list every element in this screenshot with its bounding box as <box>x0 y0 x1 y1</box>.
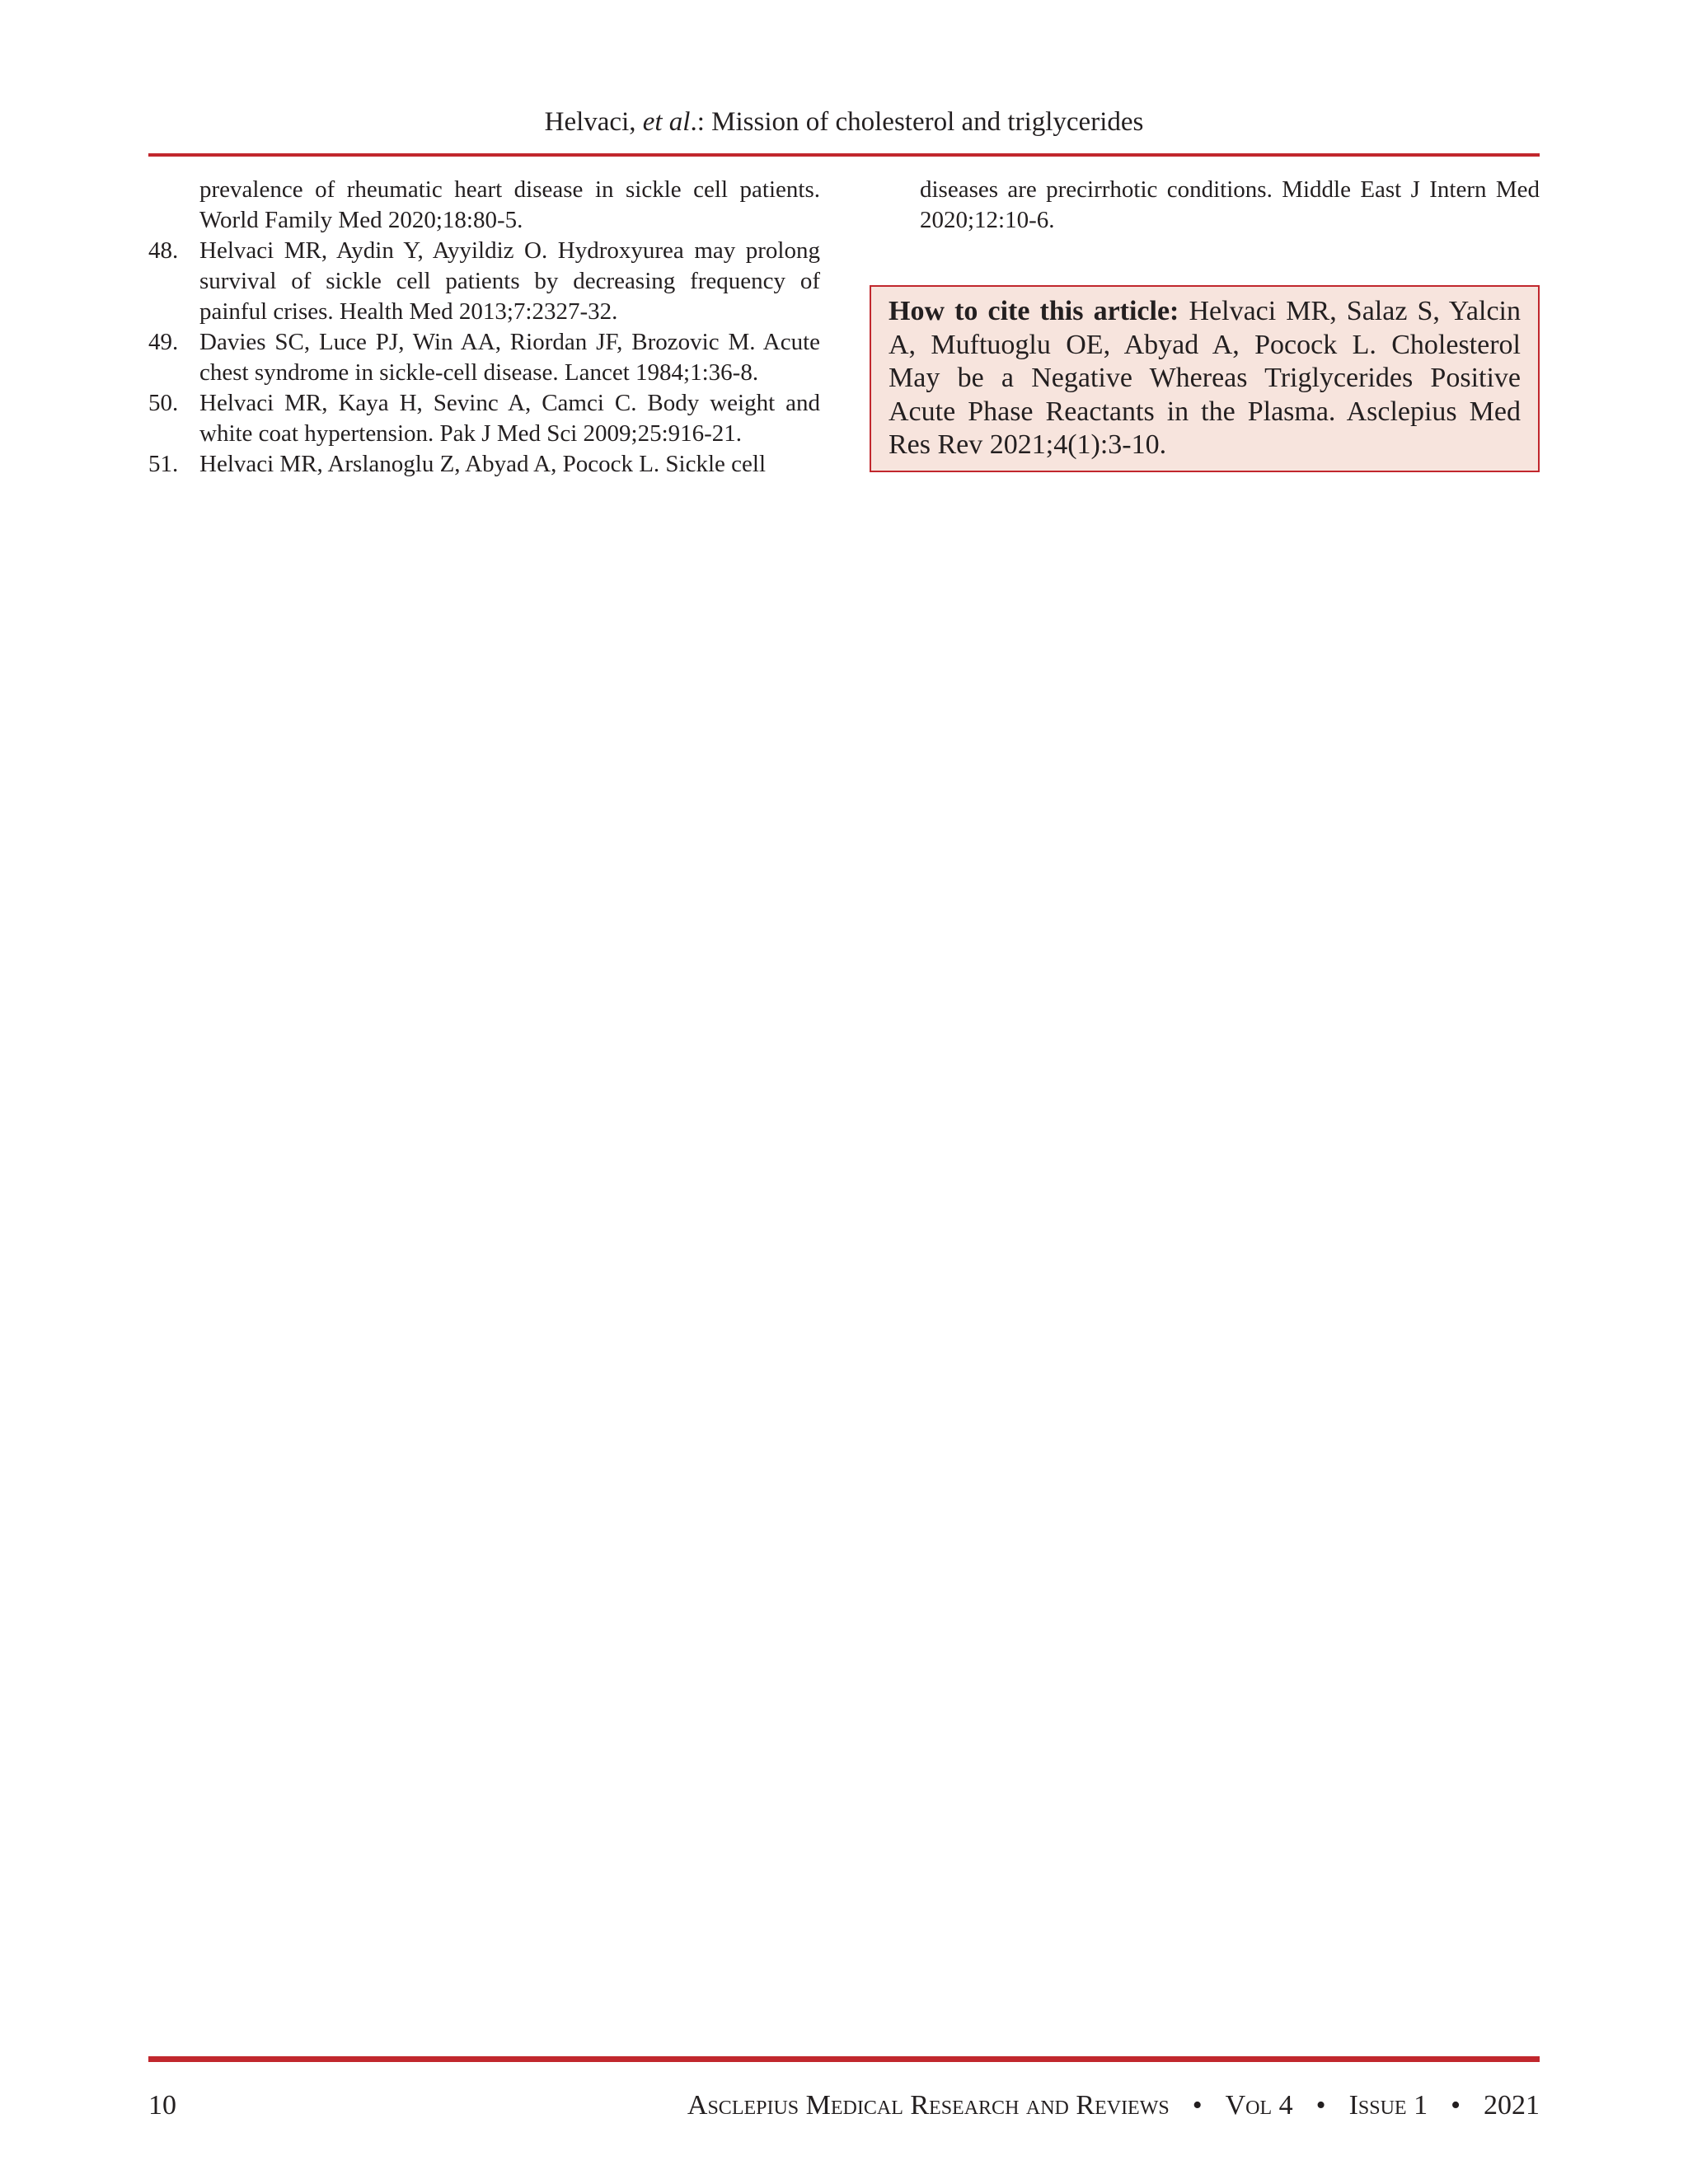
bullet-separator: • <box>1192 2090 1203 2121</box>
bullet-separator: • <box>1451 2090 1461 2121</box>
reference-item <box>148 449 820 480</box>
cite-label: How to cite this article: <box>889 296 1179 326</box>
reference-number: 51. <box>148 451 179 477</box>
running-head-et-al: et al <box>642 107 691 137</box>
year-label: 2021 <box>1484 2090 1540 2121</box>
running-head <box>148 102 1540 142</box>
how-to-cite-box <box>870 285 1540 472</box>
reference-item <box>148 388 820 449</box>
volume-label: Vol 4 <box>1225 2090 1293 2121</box>
reference-text: prevalence of rheumatic heart disease in sickle cell patients. World Family Med 2020;18:80-5. <box>199 176 820 233</box>
references-left-column <box>148 175 820 480</box>
reference-text: Davies SC, Luce PJ, Win AA, Riordan JF, Brozovic M. Acute chest syndrome in sickle-cell disease. Lancet 1984;1:36-8. <box>199 329 820 386</box>
reference-text: diseases are precirrhotic conditions. Middle East J Intern Med 2020;12:10-6. <box>920 176 1540 233</box>
cite-text: Helvaci MR, Salaz S, Yalcin A, Muftuoglu OE, Abyad A, Pocock L. Cholesterol May be a Negative Whereas Triglycerides Positive Acute Phase Reactants in the Plasma. Asclepius Med Res Rev 2021;4(1):3-10. <box>889 296 1521 460</box>
reference-47-continuation <box>148 175 820 236</box>
reference-51-continuation <box>869 175 1540 236</box>
reference-text: Helvaci MR, Aydin Y, Ayyildiz O. Hydroxyurea may prolong survival of sickle cell patients by decreasing frequency of painful crises. Health Med 2013;7:2327-32. <box>199 237 820 325</box>
journal-name: Asclepius Medical Research and Reviews <box>687 2090 1170 2121</box>
bullet-separator: • <box>1315 2090 1326 2121</box>
footer-journal-info <box>687 2088 1540 2124</box>
page-number: 10 <box>148 2090 176 2121</box>
reference-number: 49. <box>148 329 179 355</box>
reference-text: Helvaci MR, Kaya H, Sevinc A, Camci C. Body weight and white coat hypertension. Pak J Med Sci 2009;25:916-21. <box>199 390 820 447</box>
reference-number: 50. <box>148 390 179 416</box>
reference-item <box>148 236 820 327</box>
running-head-author: Helvaci, <box>544 107 643 137</box>
issue-label: Issue 1 <box>1348 2090 1428 2121</box>
references-right-column <box>869 175 1540 236</box>
reference-number: 48. <box>148 237 179 264</box>
reference-text: Helvaci MR, Arslanoglu Z, Abyad A, Pocock L. Sickle cell <box>199 451 767 477</box>
reference-item <box>148 327 820 388</box>
running-head-title: .: Mission of cholesterol and triglycerides <box>690 107 1144 137</box>
header-rule <box>148 153 1540 157</box>
footer-rule <box>148 2056 1540 2062</box>
